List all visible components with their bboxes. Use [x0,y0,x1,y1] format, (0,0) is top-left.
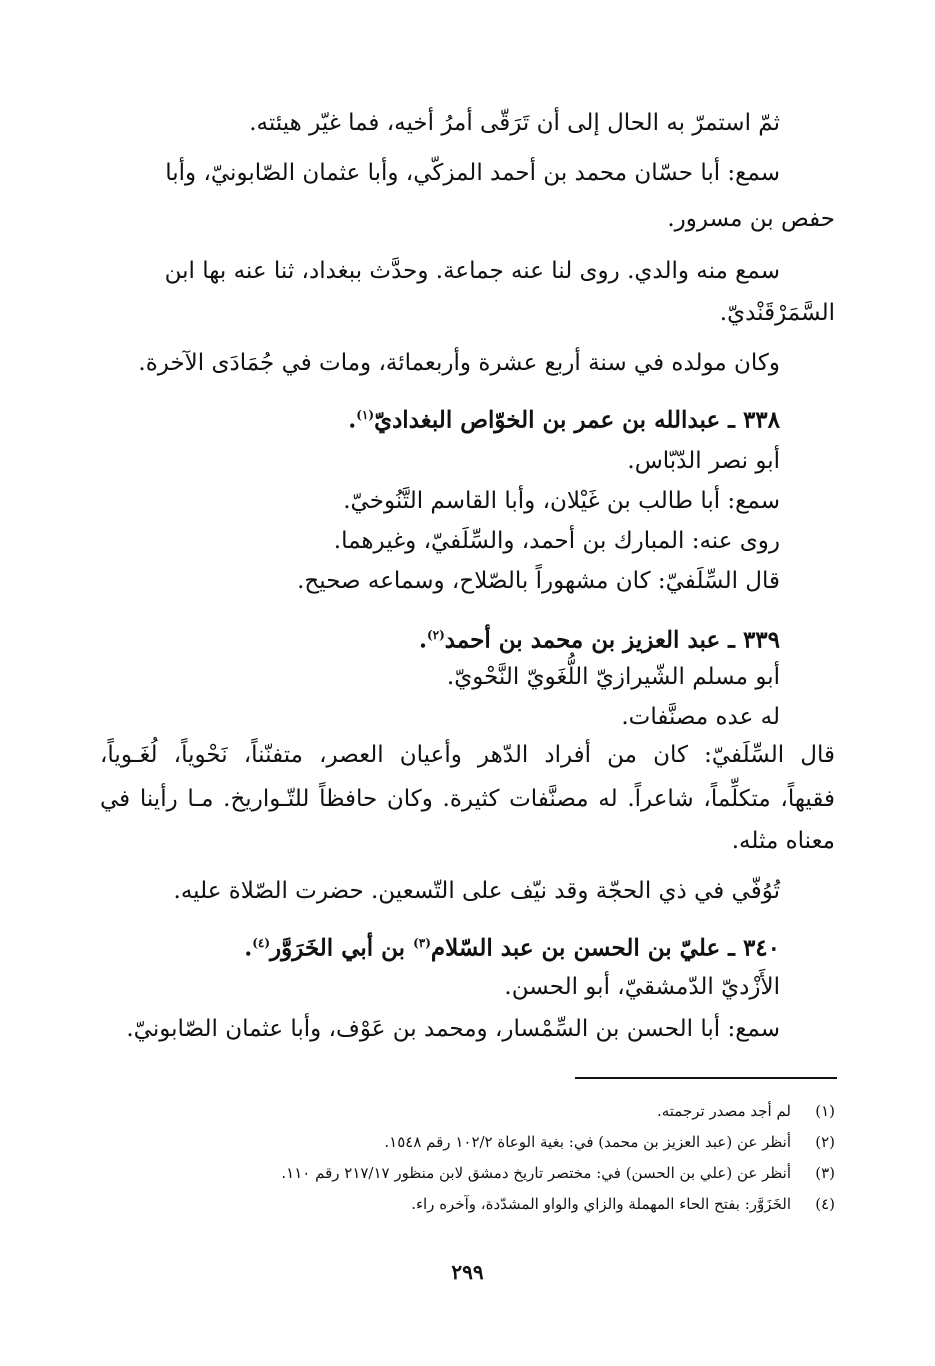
paragraph-line: السَّمَرْقَنْديّ. [719,300,835,326]
entry-title: ٣٣٩ ـ عبد العزيز بن محمد بن أحمد [444,626,780,654]
footnote-marker: (٣) [413,936,431,950]
footnote-text: أنظر عن (عبد العزيز بن محمد) في: بغية الوعاة ١٠٢/٢ رقم ١٥٤٨. [384,1133,791,1151]
entry-line: فقيهاً، متكلِّماً، شاعراً. له مصنَّفات كثيرة. وكان حافظاً للتّـواريخ. مـا رأينا في [100,786,835,812]
footnote [657,1100,835,1122]
entry-339-heading: ٣٣٩ ـ عبد العزيز بن محمد بن أحمد$^{(٢)}$. [418,626,780,654]
footnote-marker: (٢) [426,628,445,642]
footnote-text: الخَزَوَّر: بفتح الحاء المهملة والزاي والواو المشدّدة، وآخره راء. [411,1195,791,1213]
paragraph-line: سمع: أبا حسّان محمد بن أحمد المزكّي، وأبا عثمان الصّابونيّ، وأبا [165,160,780,186]
entry-line: الأَزْديّ الدّمشقيّ، أبو الحسن. [504,974,780,1000]
entry-line: سمع: أبا الحسن بن السِّمْسار، ومحمد بن عَوْف، وأبا عثمان الصّابونيّ. [126,1016,780,1042]
entry-line: أبو مسلم الشّيرازيّ اللُّغَويّ النَّحْويّ. [446,664,780,690]
entry-title: ٣٣٨ ـ عبدالله بن عمر بن الخوّاص البغداديّ [374,406,780,434]
page-number: ٢٩٩ [451,1260,484,1284]
footnote-text: لم أجد مصدر ترجمته. [656,1102,791,1120]
footnote-number: (٢) [815,1133,835,1151]
entry-line: له عده مصنَّفات. [621,704,780,730]
paragraph-line: ثمّ استمرّ به الحال إلى أن تَرَقّى أمرُ أخيه، فما غيّر هيئته. [249,110,780,136]
paragraph-line: سمع منه والدي. روى لنا عنه جماعة. وحدَّث ببغداد، ثنا عنه بها ابن [164,258,780,284]
entry-340-heading: ٣٤٠ ـ عليّ بن الحسن بن عبد السّلام$^{(٣)}$ بن أبي الخَرَوَّر$^{(٤)}$. [244,934,780,962]
footnote-marker: (٤) [252,936,271,950]
paragraph-line: وكان مولده في سنة أربع عشرة وأربعمائة، ومات في جُمَادَى الآخرة. [138,350,780,376]
footnote-number: (٣) [815,1164,835,1182]
entry-line: سمع: أبا طالب بن غَيْلان، وأبا القاسم التَّنُوخيّ. [343,488,780,514]
entry-line: قال السِّلَفيّ: كان من أفراد الدّهر وأعيان العصر، متفنّناً، نَحْوياً، لُغَـوياً، [100,742,835,768]
entry-title: ٣٤٠ ـ عليّ بن الحسن بن عبد السّلام [430,934,780,962]
footnote [411,1193,835,1215]
paragraph-line: حفص بن مسرور. [667,206,835,232]
entry-line: روى عنه: المبارك بن أحمد، والسِّلَفيّ، وغيرهما. [333,528,780,554]
footnote-text: أنظر عن (علي بن الحسن) في: مختصر تاريخ دمشق لابن منظور ٢١٧/١٧ رقم ١١٠. [281,1164,791,1182]
footnote-number: (٤) [815,1195,835,1213]
entry-line: معناه مثله. [731,828,835,854]
footnote-marker: (١) [356,408,375,422]
footnote [281,1162,835,1184]
entry-line: أبو نصر الدّبّاس. [627,448,780,474]
entry-line: تُوُفّي في ذي الحجّة وقد نيّف على التّسعين. حضرت الصّلاة عليه. [173,878,780,904]
footnote-divider [575,1077,837,1079]
entry-338-heading: ٣٣٨ ـ عبدالله بن عمر بن الخوّاص البغداديّ$^{(١)}$. [348,406,780,434]
entry-line: قال السِّلَفيّ: كان مشهوراً بالصّلاح، وسماعه صحيح. [297,568,780,594]
footnote-number: (١) [815,1102,835,1120]
entry-title-cont: بن أبي الخَرَوَّر [270,934,414,962]
footnote [384,1131,835,1153]
